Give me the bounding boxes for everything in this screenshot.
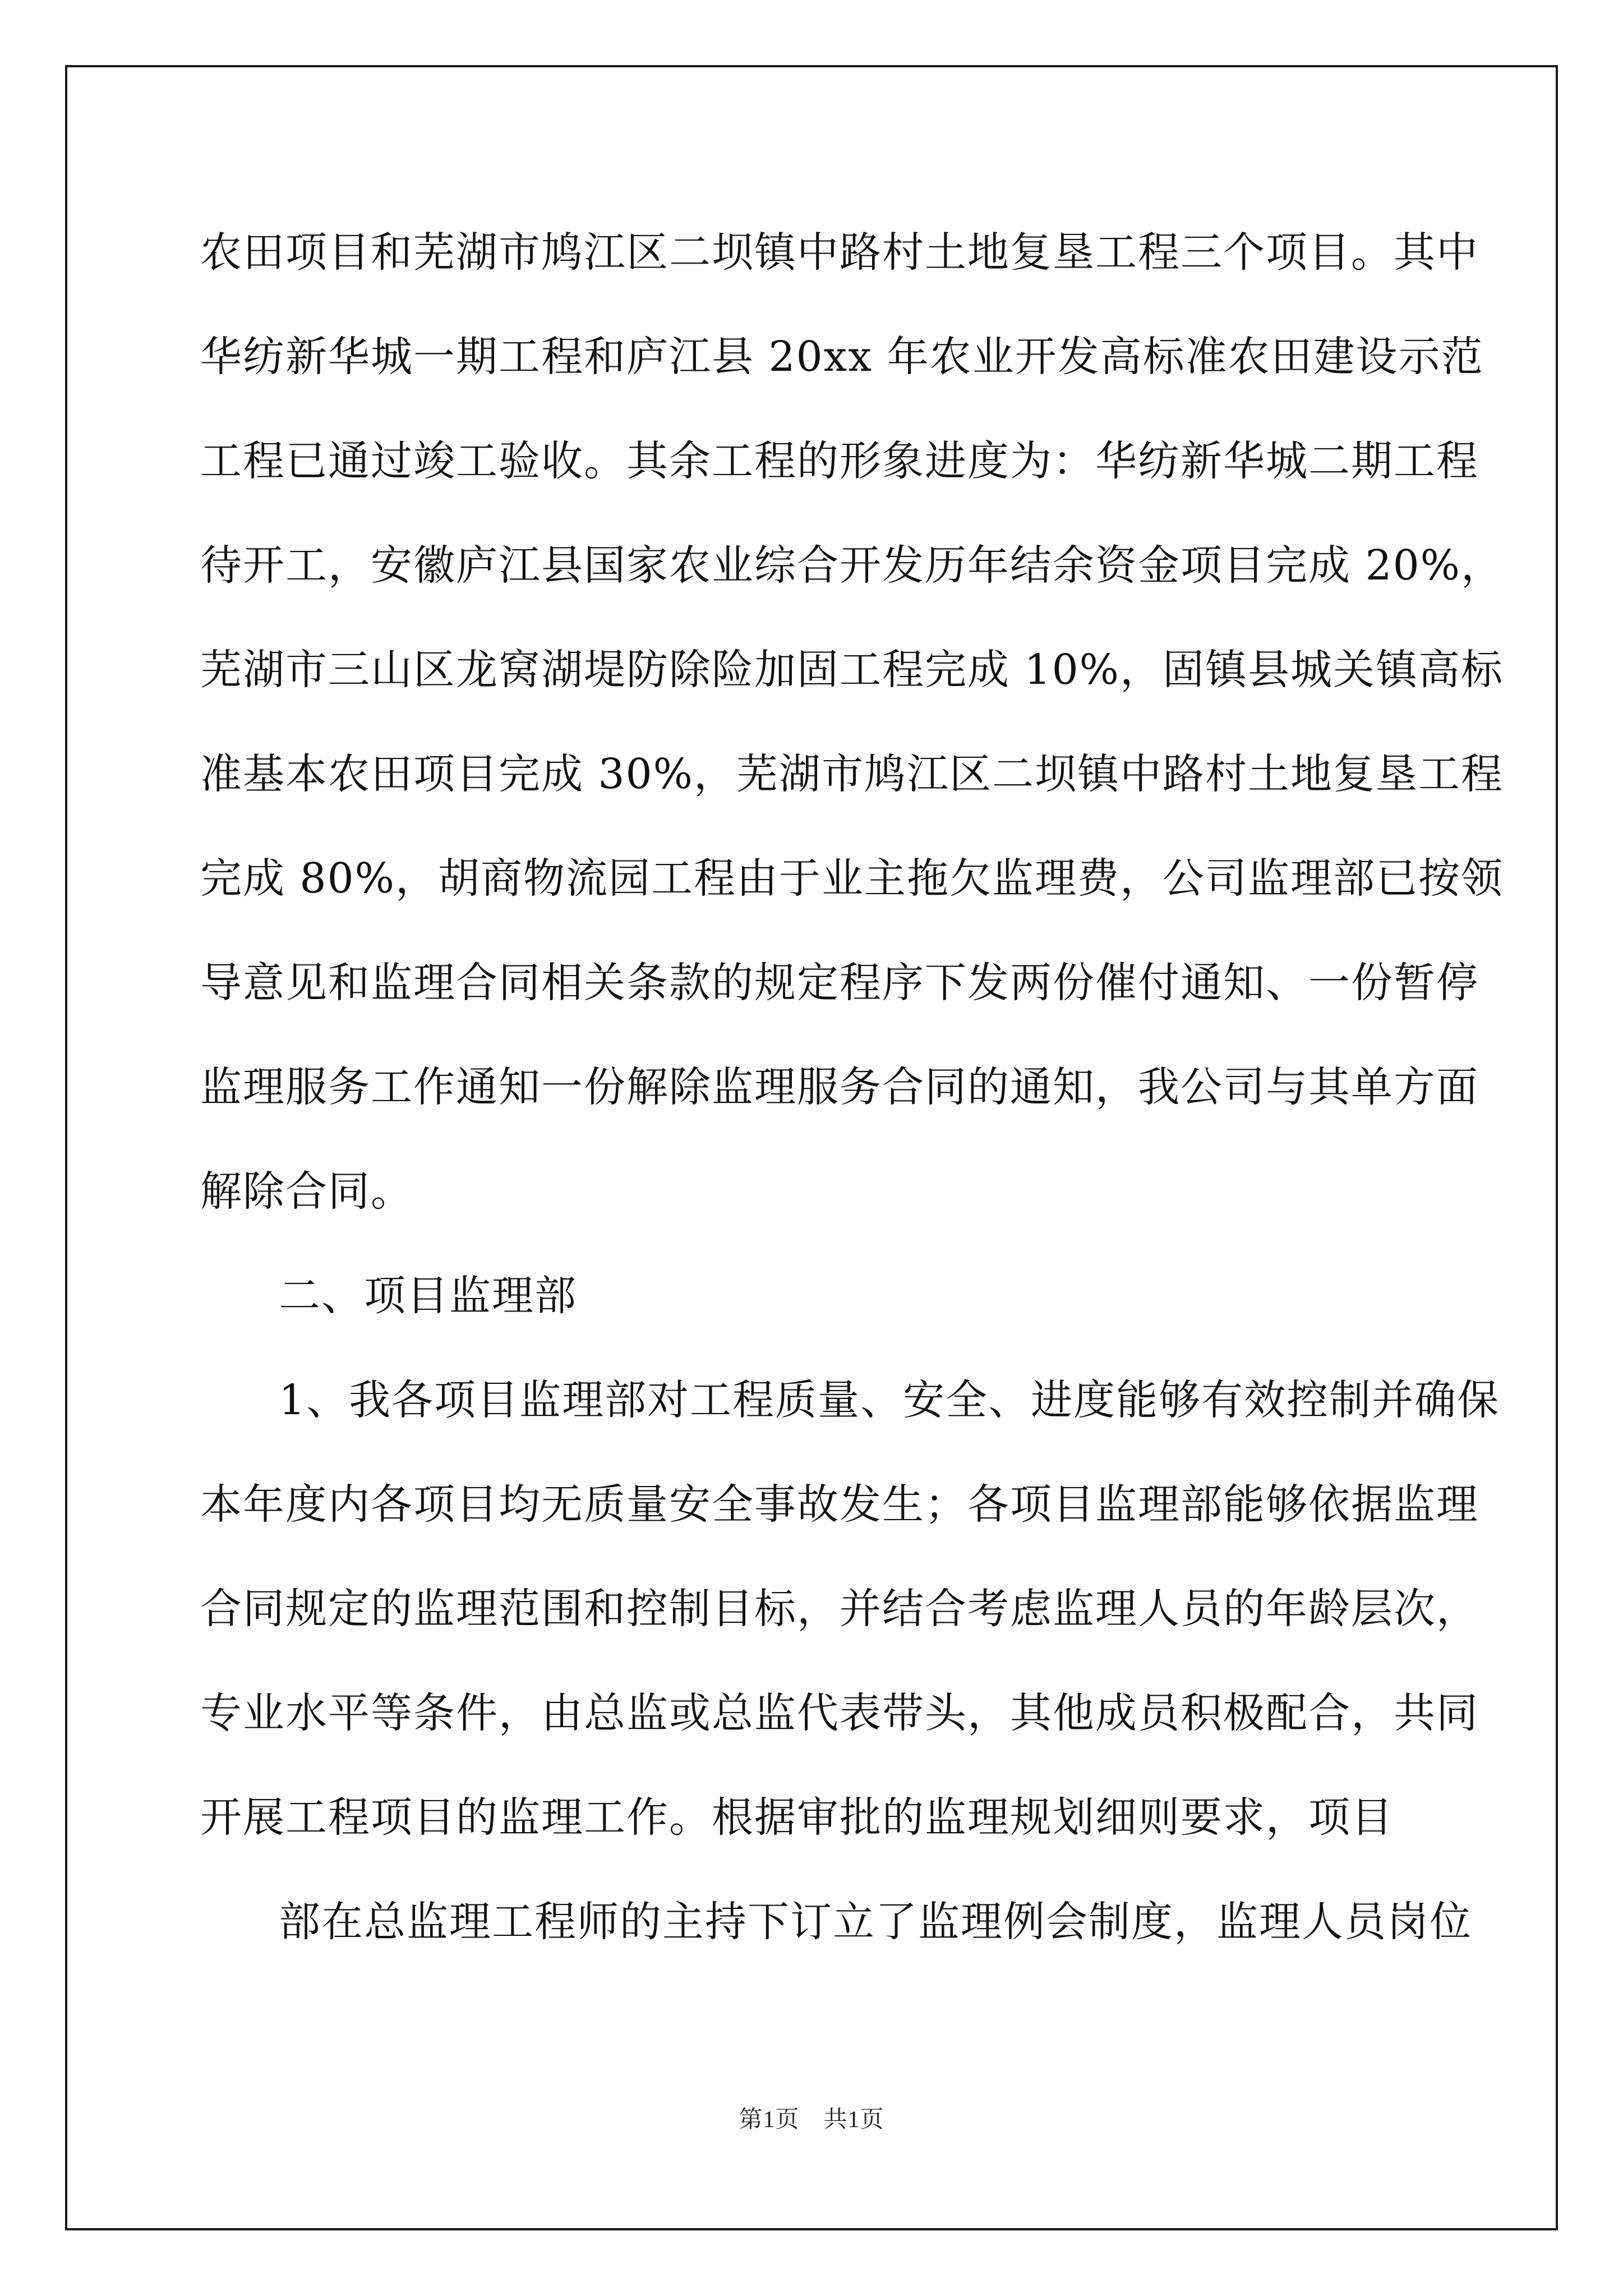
text-line: 农田项目和芜湖市鸠江区二坝镇中路村土地复垦工程三个项目。其中: [200, 228, 1479, 277]
text-line: 待开工，安徽庐江县国家农业综合开发历年结余资金项目完成 20%，: [200, 541, 1504, 590]
text-line: 本年度内各项目均无质量安全事故发生；各项目监理部能够依据监理: [200, 1480, 1479, 1529]
text-line: 芜湖市三山区龙窝湖堤防除险加固工程完成 10%，固镇县城关镇高标: [200, 646, 1504, 694]
text-line: 开展工程项目的监理工作。根据审批的监理规划细则要求，项目: [200, 1793, 1394, 1842]
text-line: 监理服务工作通知一份解除监理服务合同的通知，我公司与其单方面: [200, 1063, 1479, 1111]
text-line: 部在总监理工程师的主持下订立了监理例会制度，监理人员岗位: [279, 1898, 1472, 1946]
text-line: 准基本农田项目完成 30%，芜湖市鸠江区二坝镇中路村土地复垦工程: [200, 750, 1504, 798]
page-number: 第1页 共1页: [739, 2107, 884, 2133]
text-line: 完成 80%，胡商物流园工程由于业主拖欠监理费，公司监理部已按领: [200, 854, 1504, 903]
text-line: 导意见和监理合同相关条款的规定程序下发两份催付通知、一份暂停: [200, 959, 1479, 1007]
text-line: 1、我各项目监理部对工程质量、安全、进度能够有效控制并确保: [279, 1376, 1500, 1424]
section-heading: 二、项目监理部: [279, 1272, 577, 1320]
text-line: 合同规定的监理范围和控制目标，并结合考虑监理人员的年龄层次，: [200, 1585, 1479, 1633]
text-line: 工程已通过竣工验收。其余工程的形象进度为：华纺新华城二期工程: [200, 437, 1479, 485]
text-line: 华纺新华城一期工程和庐江县 20xx 年农业开发高标准农田建设示范: [200, 333, 1484, 381]
text-line: 解除合同。: [200, 1167, 413, 1216]
text-line: 专业水平等条件，由总监或总监代表带头，其他成员积极配合，共同: [200, 1689, 1479, 1737]
